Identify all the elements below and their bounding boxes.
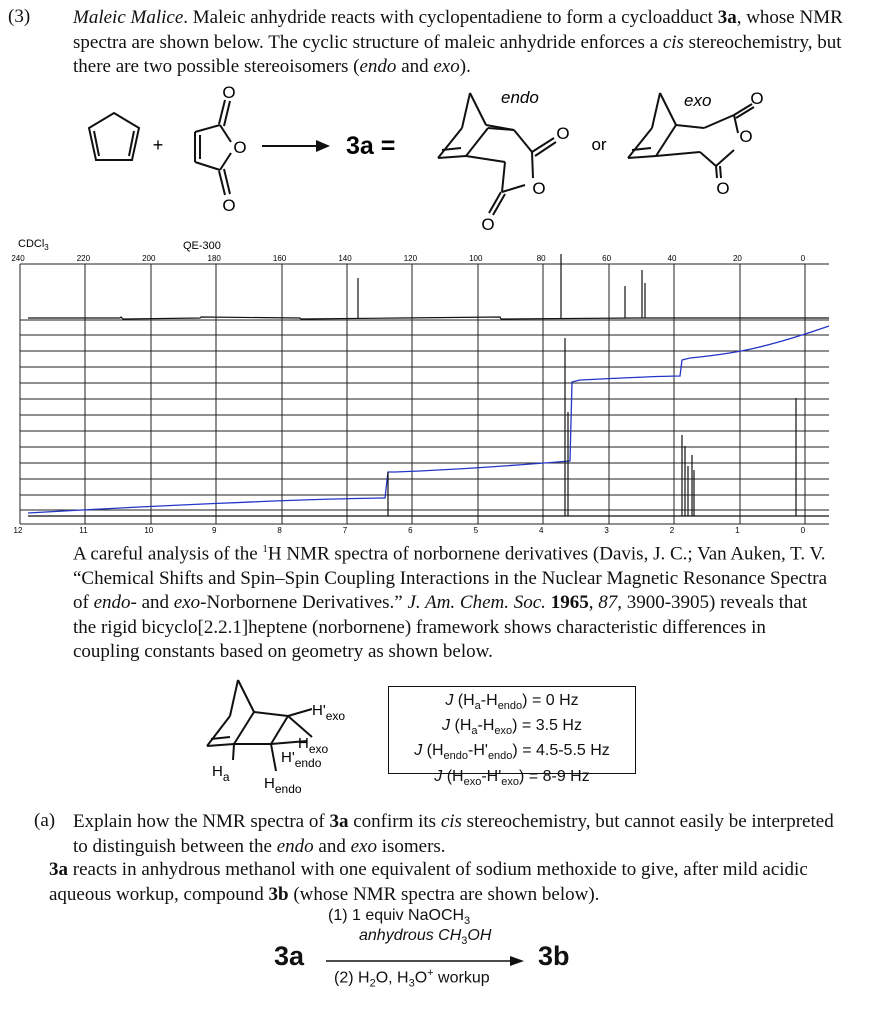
- nmr-spectra: [0, 234, 894, 538]
- ma-top-oxygen: O: [222, 83, 236, 102]
- h1-tick-label: 11: [79, 526, 88, 535]
- cyclopentadiene-structure: [89, 113, 139, 160]
- c13-tick-label: 20: [732, 254, 742, 263]
- c13-tick-label: 200: [142, 254, 156, 263]
- exo-ring-oxygen: O: [739, 127, 753, 146]
- c13-tick-label: 180: [207, 254, 221, 263]
- endo-carbonyl-oxygen: O: [556, 124, 570, 143]
- problem-number: (3): [8, 6, 31, 27]
- product-label: 3a =: [346, 132, 396, 160]
- c13-tick-label: 40: [667, 254, 677, 263]
- ma-bottom-oxygen: O: [222, 196, 236, 215]
- h1-tick-label: 5: [473, 526, 479, 535]
- coupling-constants-box: [388, 686, 636, 788]
- h1-tick-label: 8: [277, 526, 282, 535]
- part-a-question: Explain how the NMR spectra of 3a confirm its cis stereochemistry, but cannot easily be interpreted to distinguish between the endo and exo isomers.: [73, 811, 834, 857]
- exo-bottom-oxygen: O: [716, 179, 730, 198]
- solvent-label: CDCl$_3$: [18, 238, 49, 252]
- coupling-constant-line: J $(H_a-H_{exo}) = 3.5$ Hz: [442, 717, 582, 738]
- h1-tick-label: 10: [144, 526, 154, 535]
- coupling-constant-line: J $(H_{exo}-H'_{exo}) = 8-9$ Hz: [434, 767, 590, 788]
- endo-label: endo: [501, 88, 539, 107]
- final-reaction-arrow: [326, 954, 526, 968]
- h1-tick-label: 4: [538, 526, 544, 535]
- h1-tick-label: 6: [408, 526, 413, 535]
- coupling-constants-list: [389, 691, 635, 792]
- exo-top-oxygen: O: [750, 89, 764, 108]
- intro-paragraph: Maleic Malice. Maleic anhydride reacts with cyclopentadiene to form a cycloadduct 3a, whose NMR spectra are shown below. The cyclic structure of maleic anhydride enforces a cis stereochemistry, but there are two possible stereoisomers (endo and exo).: [73, 7, 843, 77]
- h1-tick-label: 3: [604, 526, 609, 535]
- c13-axis-ticks: [11, 254, 805, 263]
- maleic-anhydride-structure: [195, 100, 231, 195]
- condition-step1-solvent: anhydrous $CH_3OH$: [359, 927, 492, 948]
- h-prime-endo-label: $H'_{endo}$: [281, 749, 322, 770]
- c13-tick-label: 80: [536, 254, 546, 263]
- instrument-label: QE-300: [183, 240, 221, 252]
- h-prime-exo-label: $H'_{exo}$: [312, 702, 346, 723]
- h-exo-label: $H_{exo}$: [298, 735, 329, 756]
- ma-ring-oxygen: O: [233, 138, 247, 157]
- norbornene-figure: [180, 676, 380, 800]
- condition-step1: (1) 1 equiv NaOCH$_3$: [328, 907, 471, 928]
- reaction-arrowhead: [316, 140, 330, 152]
- c13-tick-label: 160: [272, 254, 287, 263]
- h1-axis-ticks: [14, 526, 806, 535]
- c13-tick-label: 140: [338, 254, 352, 263]
- coupling-constant-line: J $(H_{endo}-H'_{endo}) = 4.5-5.5$ Hz: [414, 742, 610, 763]
- h1-tick-label: 9: [211, 526, 217, 535]
- h-endo-label: $H_{endo}$: [264, 775, 302, 796]
- part-a-label: (a): [34, 810, 56, 831]
- c13-tick-label: 0: [800, 254, 806, 263]
- reaction-scheme: [0, 78, 894, 238]
- h1-tick-label: 1: [735, 526, 740, 535]
- analysis-paragraph: A careful analysis of the $^1$H NMR spectra of norbornene derivatives (Davis, J. C.; Van Auken, T. V. “Chemical Shifts and Spin–Spin Coupling Interactions in the Nuclear Magnetic Resonance Spectra of endo- and exo-Norbornene Derivatives.” J. Am. Chem. Soc. 1965, 87, 3900-3905) reveals that the rigid bicyclo[2.2.1]heptene (norbornene) framework shows characteristic differences in coupling constants based on geometry as shown below.: [73, 543, 828, 663]
- c13-tick-label: 240: [11, 254, 25, 263]
- problem-title: Maleic Malice: [73, 7, 184, 28]
- c13-tick-label: 60: [602, 254, 612, 263]
- product-3b: 3b: [538, 941, 570, 971]
- h1-integral: [28, 326, 829, 513]
- endo-bottom-oxygen: O: [481, 215, 495, 234]
- coupling-constant-line: J $(H_a-H_{endo}) = 0$ Hz: [445, 692, 579, 713]
- plus-sign: +: [152, 135, 164, 155]
- endo-ring-oxygen: O: [532, 179, 546, 198]
- c13-tick-label: 220: [76, 254, 91, 263]
- c13-tick-label: 100: [469, 254, 483, 263]
- h1-tick-label: 7: [342, 526, 348, 535]
- reactant-3a: 3a: [274, 941, 305, 971]
- c13-tick-label: 120: [403, 254, 418, 263]
- nmr-grid: [20, 264, 829, 524]
- h1-trace: [28, 338, 829, 516]
- h-a-label: $H_a$: [212, 763, 230, 784]
- reaction-paragraph: 3a reacts in anhydrous methanol with one equivalent of sodium methoxide to give, after mild acidic aqueous workup, compound 3b (whose NMR spectra are shown below).: [49, 859, 808, 905]
- condition-step2: (2) $H_2O$, $H_3O^+$ workup: [334, 967, 490, 990]
- exo-label: exo: [684, 91, 712, 110]
- h1-tick-label: 0: [800, 526, 806, 535]
- h1-tick-label: 2: [669, 526, 675, 535]
- or-label: or: [591, 135, 607, 154]
- h1-tick-label: 12: [13, 526, 23, 535]
